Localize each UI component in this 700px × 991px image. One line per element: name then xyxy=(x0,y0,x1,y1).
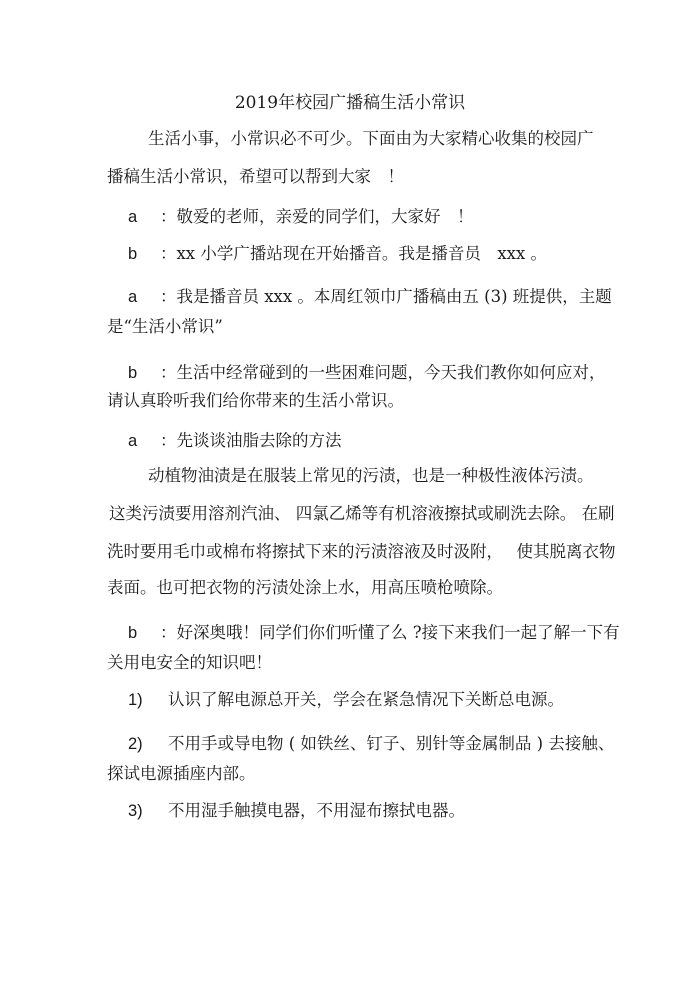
dialog-line xyxy=(128,362,606,384)
paragraph-line: 动植物油渍是在服装上常见的污渍，也是一种极性液体污渍。 xyxy=(148,466,594,485)
dialog-text: ：好深奥哦！同学们你们听懂了么 ?接下来我们一起了解一下有 xyxy=(160,623,620,642)
dialog-text: ：xx 小学广播站现在开始播音。我是播音员 xxx 。 xyxy=(160,244,548,263)
intro-line-1: 生活小事，小常识必不可少。下面由为大家精心收集的校园广 xyxy=(148,129,594,148)
dialog-text: ：生活中经常碰到的一些困难问题，今天我们教你如何应对， xyxy=(160,363,606,382)
speaker-label: a xyxy=(128,208,138,226)
tip-item xyxy=(128,800,465,822)
tip-text: 不用手或导电物 ( 如铁丝、钉子、别针等金属制品 ) 去接触、 xyxy=(168,734,615,753)
paragraph-line: 洗时要用毛巾或棉布将擦拭下来的污渍溶液及时汲附， 使其脱离衣物 xyxy=(107,542,616,561)
dialog-text: ：我是播音员 xxx 。本周红领巾广播稿由五 (3) 班提供，主题 xyxy=(160,287,612,306)
dialog-line xyxy=(128,622,620,644)
dialog-text: ：敬爱的老师，亲爱的同学们，大家好 ！ xyxy=(160,207,474,226)
dialog-text: ：先谈谈油脂去除的方法 xyxy=(160,431,342,450)
tip-text: 不用湿手触摸电器，不用湿布擦拭电器。 xyxy=(168,801,465,820)
dialog-line xyxy=(128,243,547,265)
tip-item xyxy=(128,733,614,755)
dialog-continuation: 是“生活小常识” xyxy=(107,317,223,336)
paragraph-line: 表面。也可把衣物的污渍处涂上水，用高压喷枪喷除。 xyxy=(107,578,503,597)
dialog-line xyxy=(128,206,474,228)
page-title: 2019年校园广播稿生活小常识 xyxy=(234,93,466,113)
speaker-label: a xyxy=(128,288,138,306)
speaker-label: a xyxy=(128,432,138,450)
dialog-continuation: 请认真聆听我们给你带来的生活小常识。 xyxy=(107,391,404,410)
speaker-label: b xyxy=(128,624,138,642)
dialog-continuation: 关用电安全的知识吧！ xyxy=(107,653,272,672)
paragraph-line: 这类污渍要用溶剂汽油、 四氯乙烯等有机溶液擦拭或刷洗去除。 在刷 xyxy=(109,504,615,523)
tip-continuation: 探试电源插座内部。 xyxy=(107,764,256,783)
speaker-label: b xyxy=(128,245,138,263)
tip-item xyxy=(128,689,564,711)
tip-number: 2) xyxy=(128,735,143,753)
dialog-line xyxy=(128,286,612,308)
intro-line-2: 播稿生活小常识，希望可以帮到大家 ！ xyxy=(107,167,404,186)
speaker-label: b xyxy=(128,364,138,382)
tip-number: 3) xyxy=(128,802,143,820)
tip-text: 认识了解电源总开关，学会在紧急情况下关断总电源。 xyxy=(168,690,564,709)
tip-number: 1) xyxy=(128,691,143,709)
dialog-line xyxy=(128,430,342,452)
